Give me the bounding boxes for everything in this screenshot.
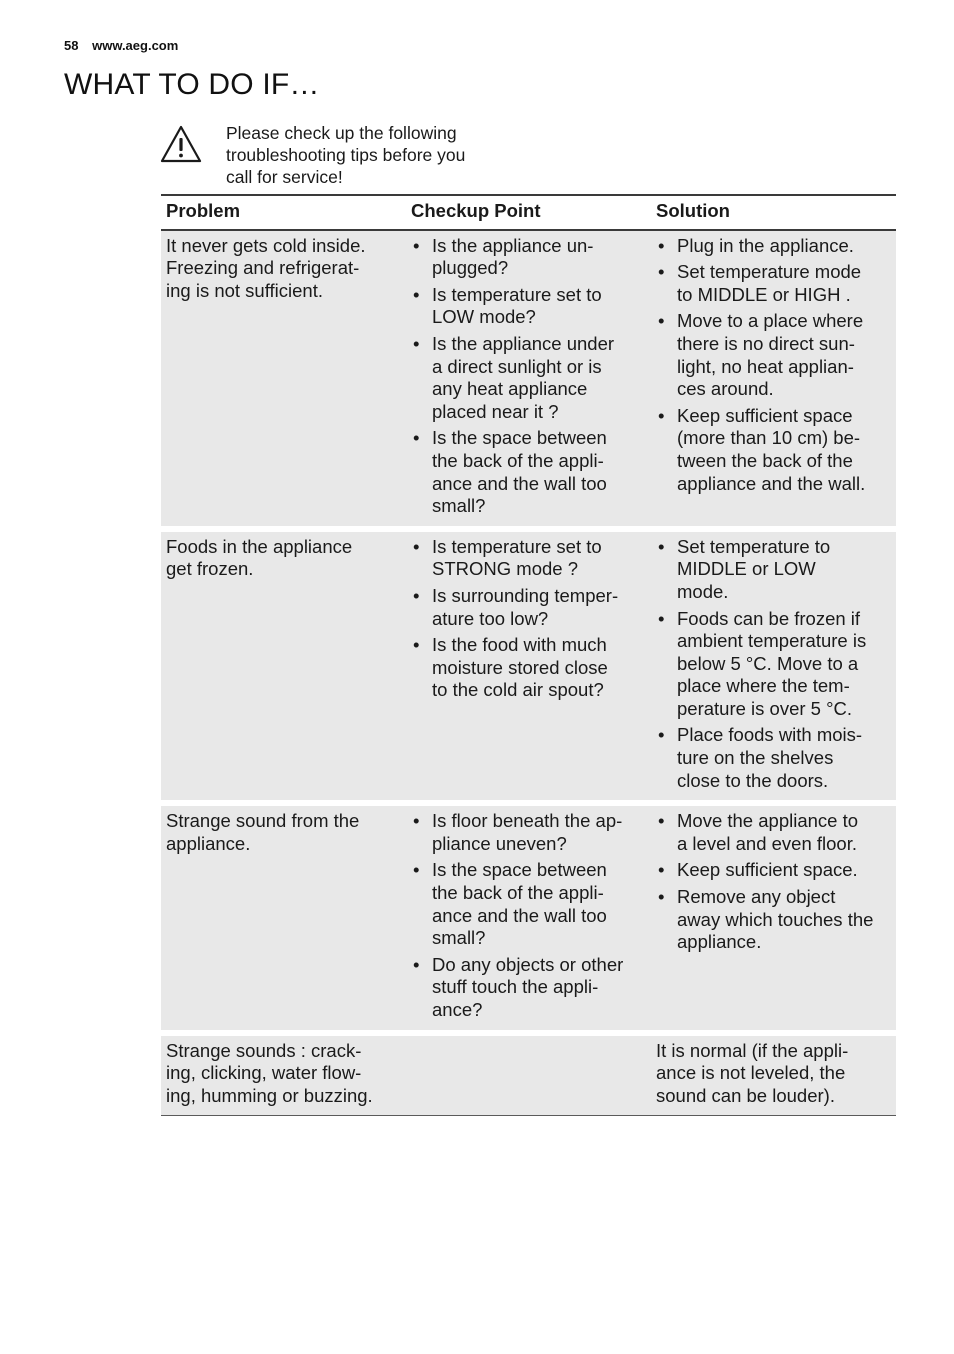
solution-text-line: ambient temperature is: [677, 630, 867, 652]
table-row: [161, 529, 896, 804]
warning-line: troubleshooting tips before you: [226, 145, 466, 165]
checkup-text-line: ance and the wall too: [432, 472, 607, 494]
table-row: [161, 803, 896, 1032]
solution-text-line: • Place foods with mois-: [677, 724, 863, 746]
warning-line: Please check up the following: [226, 123, 457, 143]
table-row: [161, 230, 896, 529]
solution-text-line: away which touches the: [677, 908, 874, 930]
solution-item: [656, 536, 891, 604]
checkup-item: [411, 859, 646, 949]
solution-item: [656, 724, 891, 792]
solution-text-line: sound can be louder).: [656, 1084, 835, 1106]
solution-text-line: to MIDDLE or HIGH .: [677, 283, 851, 305]
checkup-text-line: • Is the appliance un-: [432, 234, 594, 256]
checkup-text-line: • Is temperature set to: [432, 535, 602, 557]
warning-line: call for service!: [226, 167, 343, 187]
table-body: [161, 230, 896, 1116]
page-title: WHAT TO DO IF…: [64, 68, 320, 101]
problem-text-line: ing, humming or buzzing.: [166, 1084, 373, 1106]
checkup-list: [411, 810, 646, 1021]
checkup-item: [411, 536, 646, 581]
solution-text-line: light, no heat applian-: [677, 355, 854, 377]
checkup-item: [411, 634, 646, 702]
solution-text-line: close to the doors.: [677, 769, 829, 791]
checkup-text-line: • Is the food with much: [432, 634, 607, 656]
checkup-item: [411, 810, 646, 855]
checkup-item: [411, 235, 646, 280]
problem-cell: [161, 529, 406, 804]
checkup-cell: [406, 803, 651, 1032]
solution-text-line: ance is not leveled, the: [656, 1062, 846, 1084]
problem-cell: [161, 1033, 406, 1116]
problem-text-line: It never gets cold inside.: [166, 234, 366, 256]
warning-triangle-icon: [160, 124, 202, 166]
solution-text-line: • Set temperature mode: [677, 261, 862, 283]
problem-text-line: ing, clicking, water flow-: [166, 1062, 362, 1084]
checkup-text-line: small?: [432, 927, 486, 949]
solution-cell: [651, 529, 896, 804]
solution-text-line: a level and even floor.: [677, 832, 857, 854]
solution-text-line: • Keep sufficient space.: [677, 859, 858, 881]
solution-item: [656, 886, 891, 954]
solution-text-line: tween the back of the: [677, 449, 853, 471]
page-number: 58: [64, 38, 79, 53]
solution-item: [656, 859, 891, 882]
solution-item: [656, 261, 891, 306]
solution-text-line: MIDDLE or LOW: [677, 558, 816, 580]
website-url: www.aeg.com: [92, 38, 179, 53]
solution-item: [656, 810, 891, 855]
checkup-list: [411, 536, 646, 702]
checkup-text-line: STRONG mode ?: [432, 558, 578, 580]
solution-text-line: • Plug in the appliance.: [677, 234, 854, 256]
solution-text-line: • Move the appliance to: [677, 810, 859, 832]
problem-text-line: get frozen.: [166, 558, 254, 580]
checkup-text-line: plugged?: [432, 257, 509, 279]
checkup-text-line: a direct sunlight or is: [432, 355, 602, 377]
solution-text-line: • Move to a place where: [677, 310, 864, 332]
table-header-row: [161, 195, 896, 230]
checkup-text-line: the back of the appli-: [432, 449, 604, 471]
solution-text-line: • Foods can be frozen if: [677, 607, 861, 629]
checkup-text-line: moisture stored close: [432, 656, 608, 678]
checkup-text-line: the back of the appli-: [432, 882, 604, 904]
solution-text-line: perature is over 5 °C.: [677, 697, 853, 719]
problem-cell: [161, 803, 406, 1032]
warning-notice: [160, 122, 520, 188]
solution-list: [656, 235, 891, 496]
solution-list: [656, 536, 891, 793]
checkup-item: [411, 585, 646, 630]
checkup-text-line: • Is floor beneath the ap-: [432, 810, 623, 832]
solution-item: [656, 405, 891, 495]
solution-item: [656, 608, 891, 721]
checkup-text-line: pliance uneven?: [432, 832, 567, 854]
warning-text: [226, 122, 465, 188]
troubleshooting-table: [161, 194, 896, 1116]
solution-text-line: • Set temperature to: [677, 535, 831, 557]
header-checkup-point: Checkup Point: [406, 195, 651, 230]
checkup-item: [411, 284, 646, 329]
checkup-text-line: ance?: [432, 999, 483, 1020]
solution-text-line: place where the tem-: [677, 675, 850, 697]
header-solution: Solution: [651, 195, 896, 230]
problem-text-line: appliance.: [166, 832, 251, 854]
solution-text-line: mode.: [677, 580, 729, 602]
checkup-text-line: • Is the space between: [432, 859, 607, 881]
checkup-text-line: • Is surrounding temper-: [432, 584, 619, 606]
solution-cell: [651, 1033, 896, 1116]
problem-text-line: Freezing and refrigerat-: [166, 257, 360, 279]
checkup-text-line: small?: [432, 495, 486, 517]
solution-item: [656, 310, 891, 400]
page-header: [64, 38, 178, 53]
checkup-text-line: placed near it ?: [432, 400, 559, 422]
checkup-text-line: ance and the wall too: [432, 904, 607, 926]
checkup-text-line: • Is the space between: [432, 427, 607, 449]
solution-cell: [651, 803, 896, 1032]
solution-text-line: • Remove any object: [677, 886, 836, 908]
solution-text-line: ces around.: [677, 378, 774, 400]
solution-text-line: appliance.: [677, 931, 762, 953]
problem-text-line: Strange sounds : crack-: [166, 1039, 362, 1061]
checkup-text-line: to the cold air spout?: [432, 679, 604, 701]
solution-text-line: It is normal (if the appli-: [656, 1039, 849, 1061]
checkup-cell: [406, 529, 651, 804]
table-row: [161, 1033, 896, 1116]
problem-cell: [161, 230, 406, 529]
checkup-list: [411, 235, 646, 518]
solution-text-line: (more than 10 cm) be-: [677, 427, 861, 449]
solution-list: [656, 810, 891, 954]
header-problem: Problem: [161, 195, 406, 230]
checkup-cell: [406, 230, 651, 529]
solution-text-line: below 5 °C. Move to a: [677, 652, 859, 674]
checkup-text-line: LOW mode?: [432, 306, 536, 328]
checkup-text-line: ature too low?: [432, 607, 549, 629]
solution-text-line: appliance and the wall.: [677, 472, 866, 494]
checkup-text-line: stuff touch the appli-: [432, 976, 599, 998]
checkup-cell: [406, 1033, 651, 1116]
problem-text-line: Strange sound from the: [166, 810, 360, 832]
solution-text-line: ture on the shelves: [677, 747, 834, 769]
checkup-text-line: • Do any objects or other: [432, 953, 624, 975]
checkup-text-line: any heat appliance: [432, 378, 588, 400]
problem-text-line: ing is not sufficient.: [166, 279, 323, 301]
solution-text-line: there is no direct sun-: [677, 332, 855, 354]
checkup-item: [411, 333, 646, 423]
solution-item: [656, 235, 891, 258]
solution-cell: [651, 230, 896, 529]
checkup-item: [411, 427, 646, 517]
checkup-text-line: • Is temperature set to: [432, 283, 602, 305]
checkup-text-line: • Is the appliance under: [432, 332, 615, 354]
checkup-item: [411, 954, 646, 1022]
problem-text-line: Foods in the appliance: [166, 535, 353, 557]
solution-text-line: • Keep sufficient space: [677, 404, 853, 426]
